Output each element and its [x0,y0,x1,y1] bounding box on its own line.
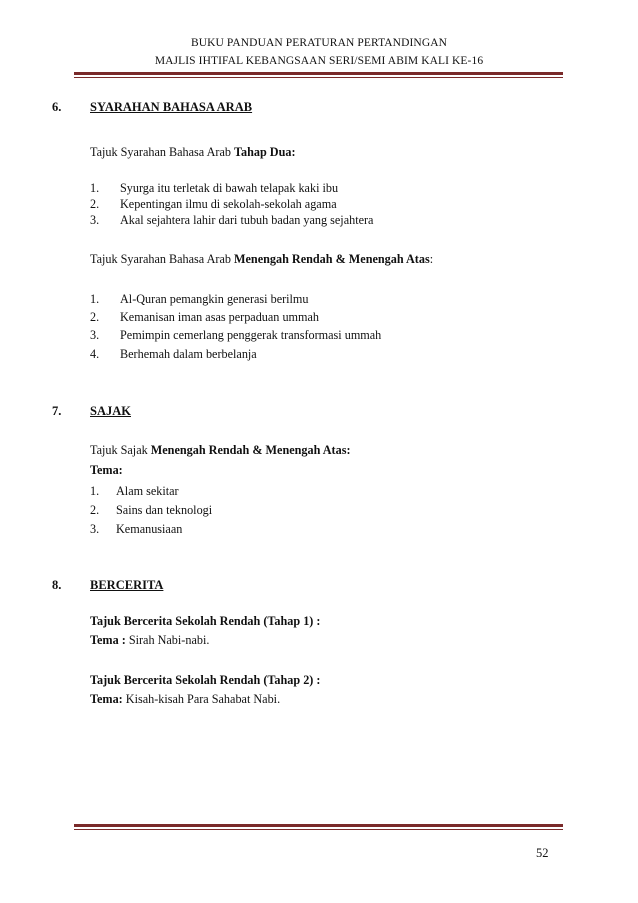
footer-rule-thin [74,829,563,830]
section-number: 8. [52,578,62,592]
list-item: Alam sekitar [116,484,179,498]
list-item: Pemimpin cemerlang penggerak transformasi ummah [120,328,382,342]
list-item-number: 4. [90,347,100,361]
section-title: SYARAHAN BAHASA ARAB [90,100,253,114]
list-item-number: 1. [90,181,100,195]
list-item-number: 2. [90,197,100,211]
list-item-number: 2. [90,503,100,517]
section-title: SAJAK [90,404,131,418]
list-item-number: 1. [90,484,100,498]
section-title: BERCERITA [90,578,164,592]
list-item-number: 3. [90,328,100,342]
list-item: Sains dan teknologi [116,503,213,517]
group-intro: Tajuk Syarahan Bahasa Arab Tahap Dua: [90,145,296,159]
group-intro: Tajuk Sajak Menengah Rendah & Menengah Atas: [90,443,351,457]
list-item: Berhemah dalam berbelanja [120,347,257,361]
tema-label: Tema: [90,463,123,477]
list-item: Kepentingan ilmu di sekolah-sekolah agama [120,197,337,211]
footer-rule [74,824,563,827]
section-number: 7. [52,404,62,418]
list-item: Kemanusiaan [116,522,183,536]
group-intro: Tajuk Syarahan Bahasa Arab Menengah Rendah & Menengah Atas: [90,252,434,266]
header-subtitle: MAJLIS IHTIFAL KEBANGSAAN SERI/SEMI ABIM KALI KE-16 [154,55,484,67]
tema-line: Tema: Kisah-kisah Para Sahabat Nabi. [90,692,281,706]
list-item: Al-Quran pemangkin generasi berilmu [120,292,309,306]
list-item-number: 1. [90,292,100,306]
list-item-number: 3. [90,522,100,536]
header-rule [74,72,563,75]
tema-line: Tema : Sirah Nabi-nabi. [90,633,210,647]
header-title: BUKU PANDUAN PERATURAN PERTANDINGAN [190,37,448,49]
list-item: Kemanisan iman asas perpaduan ummah [120,310,319,324]
list-item-number: 3. [90,213,100,227]
list-item: Akal sejahtera lahir dari tubuh badan yang sejahtera [120,213,374,227]
page-number: 52 [536,846,549,860]
list-item: Syurga itu terletak di bawah telapak kaki ibu [120,181,339,195]
block-heading: Tajuk Bercerita Sekolah Rendah (Tahap 2) : [90,673,321,687]
list-item-number: 2. [90,310,100,324]
header-rule-thin [74,77,563,78]
block-heading: Tajuk Bercerita Sekolah Rendah (Tahap 1) : [90,614,321,628]
section-number: 6. [52,100,62,114]
